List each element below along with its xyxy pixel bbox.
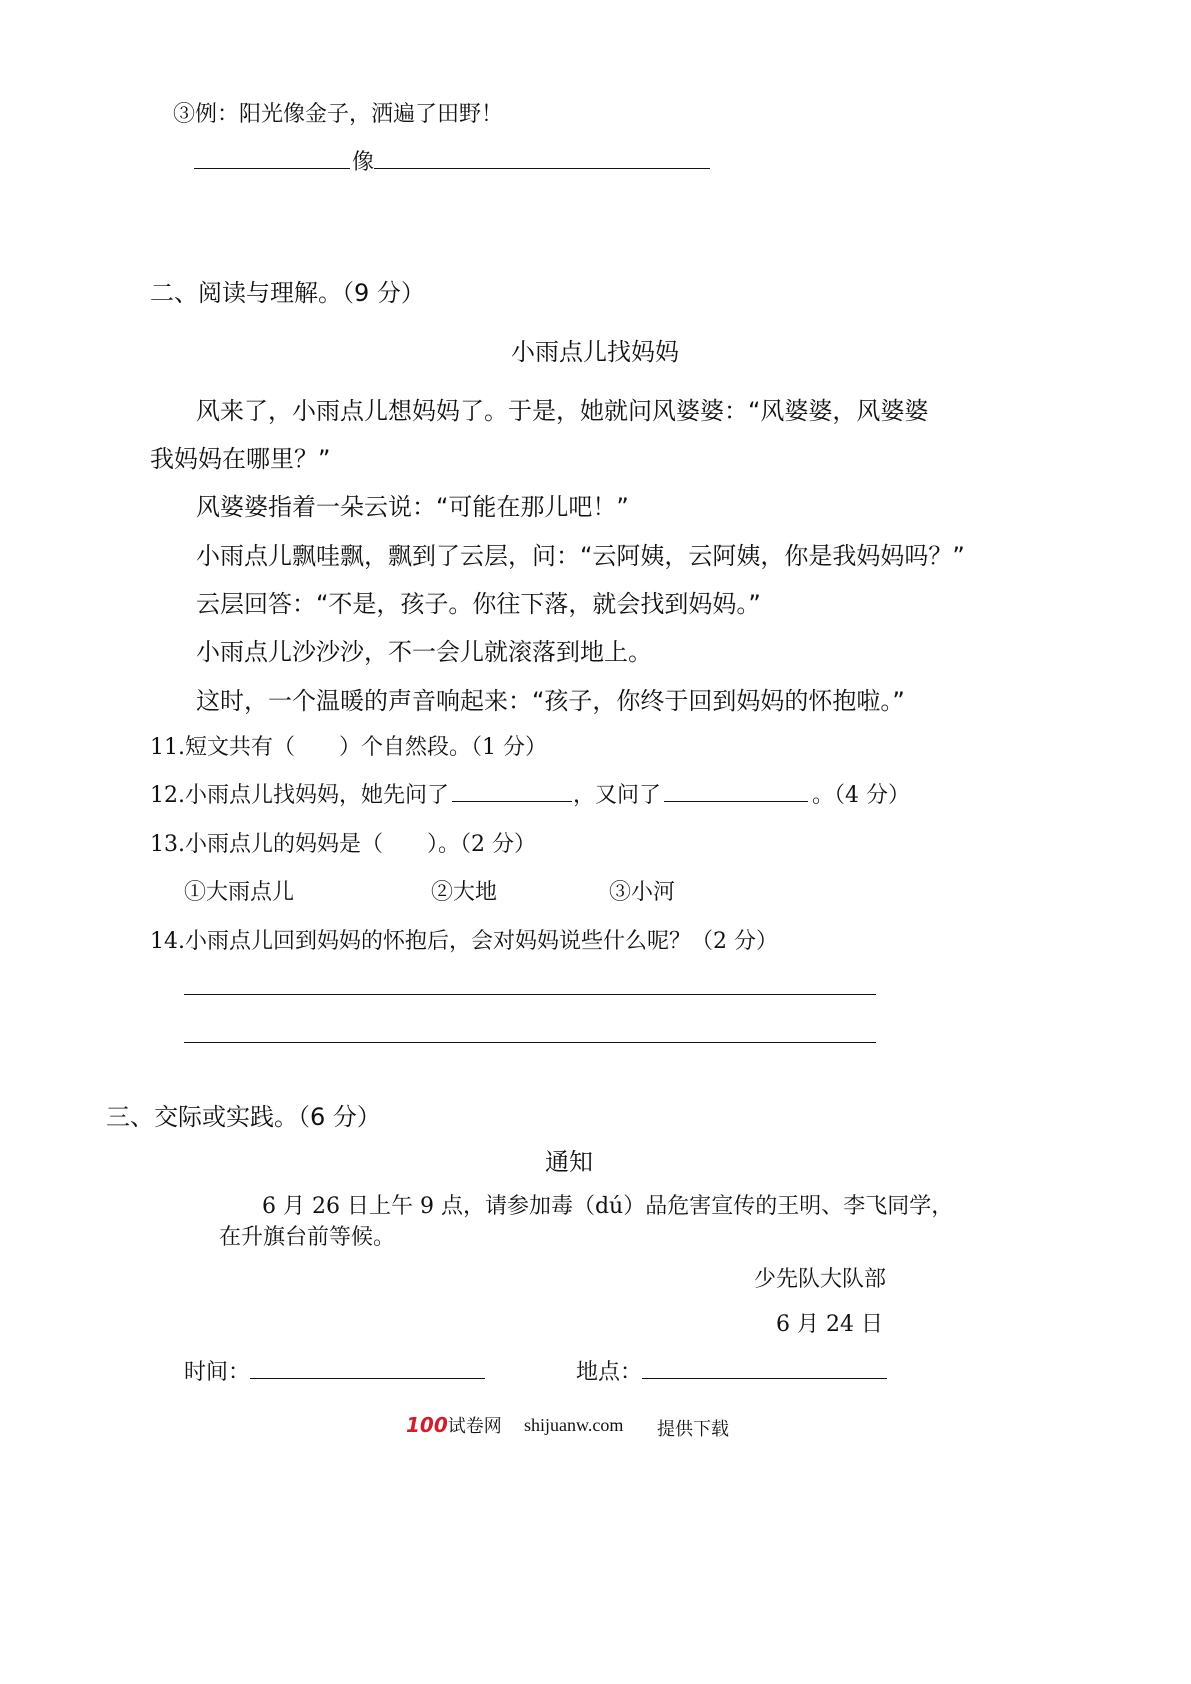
footer-note: 提供下载 xyxy=(657,1419,729,1439)
notice-date: 6 月 24 日 xyxy=(776,1312,883,1337)
question-11: 11.短文共有（ ）个自然段。（1 分） xyxy=(150,735,547,760)
notice-title: 通知 xyxy=(545,1148,593,1176)
blank-word: 像 xyxy=(352,150,375,175)
time-answer-blank[interactable] xyxy=(250,1378,485,1379)
site-logo[interactable] xyxy=(406,1412,502,1438)
passage-paragraph: 风婆婆指着一朵云说：“可能在那儿吧！” xyxy=(196,493,629,521)
answer-blank[interactable] xyxy=(194,168,350,169)
time-label: 时间： xyxy=(184,1360,251,1385)
notice-body-line2: 在升旗台前等候。 xyxy=(219,1225,396,1250)
question-12-part1: 12.小雨点儿找妈妈，她先问了 xyxy=(150,783,449,808)
question-14: 14.小雨点儿回到妈妈的怀抱后，会对妈妈说些什么呢？（2 分） xyxy=(150,929,778,954)
answer-line[interactable] xyxy=(184,994,876,995)
site-url[interactable]: shijuanw.com xyxy=(524,1415,624,1435)
passage-paragraph: 风来了，小雨点儿想妈妈了。于是，她就问风婆婆：“风婆婆，风婆婆 xyxy=(196,397,929,425)
answer-line[interactable] xyxy=(184,1042,876,1043)
passage-paragraph: 我妈妈在哪里？” xyxy=(150,445,331,473)
passage-paragraph: 小雨点儿沙沙沙，不一会儿就滚落到地上。 xyxy=(196,638,652,666)
question-12-part2: ，又问了 xyxy=(573,783,662,808)
answer-blank[interactable] xyxy=(452,801,572,802)
answer-blank[interactable] xyxy=(664,801,808,802)
notice-body-line1: 6 月 26 日上午 9 点，请参加毒（dú）品危害宣传的王明、李飞同学， xyxy=(262,1194,954,1219)
question-12-part3: 。（4 分） xyxy=(812,783,910,808)
section-heading: 三、交际或实践。（6 分） xyxy=(106,1103,381,1131)
passage-paragraph: 小雨点儿飘哇飘，飘到了云层，问：“云阿姨，云阿姨，你是我妈妈吗？” xyxy=(196,542,965,570)
section-heading: 二、阅读与理解。（9 分） xyxy=(150,279,425,307)
notice-signature: 少先队大队部 xyxy=(754,1267,887,1292)
example-sentence: ③例：阳光像金子，洒遍了田野！ xyxy=(173,102,504,127)
place-label: 地点： xyxy=(576,1360,643,1385)
logo-number: 100 xyxy=(406,1413,448,1437)
passage-paragraph: 云层回答：“不是，孩子。你往下落，就会找到妈妈。” xyxy=(196,590,761,618)
option-1[interactable]: ①大雨点儿 xyxy=(184,880,295,905)
passage-paragraph: 这时，一个温暖的声音响起来：“孩子，你终于回到妈妈的怀抱啦。” xyxy=(196,687,905,715)
place-answer-blank[interactable] xyxy=(642,1378,887,1379)
passage-title: 小雨点儿找妈妈 xyxy=(511,338,679,366)
answer-blank[interactable] xyxy=(374,168,710,169)
option-3[interactable]: ③小河 xyxy=(609,880,676,905)
logo-text: 试卷网 xyxy=(447,1416,502,1436)
question-13: 13.小雨点儿的妈妈是（ ）。（2 分） xyxy=(150,832,536,857)
option-2[interactable]: ②大地 xyxy=(431,880,498,905)
